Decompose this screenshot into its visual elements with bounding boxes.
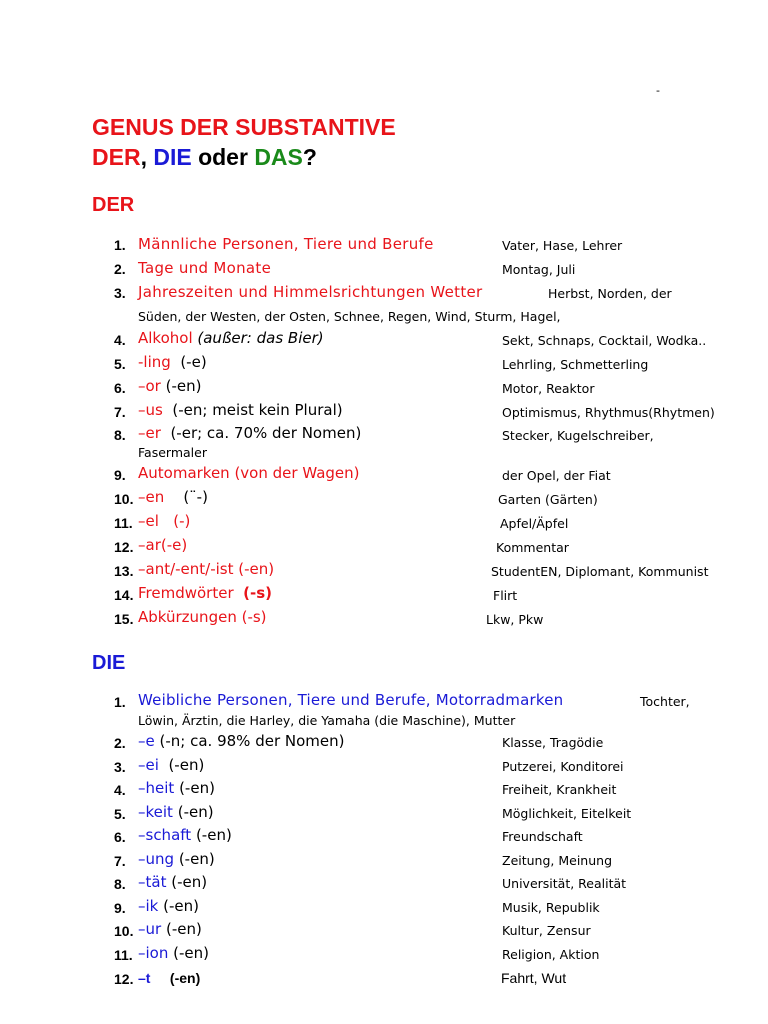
list-number: 2.	[114, 261, 126, 277]
list-number: 15.	[114, 611, 134, 627]
example-text: Montag, Juli	[502, 262, 576, 277]
list-number: 7.	[114, 853, 126, 869]
rule-suffix: –er	[138, 424, 161, 442]
list-number: 11.	[114, 515, 133, 531]
rule-line	[138, 826, 232, 844]
rule-line	[138, 584, 272, 602]
rule-plural: (-en)	[163, 897, 199, 915]
rule-suffix: -ling	[138, 353, 171, 371]
example-text: Religion, Aktion	[502, 947, 600, 962]
title-question	[92, 144, 317, 171]
list-number: 10.	[114, 491, 134, 507]
rule-suffix: –ei	[138, 756, 159, 774]
list-number: 9.	[114, 467, 126, 483]
rule-suffix: –heit	[138, 779, 175, 797]
example-text: Stecker, Kugelschreiber,	[502, 428, 654, 443]
rule-plural: (-en)	[168, 756, 205, 774]
example-text: Kultur, Zensur	[502, 923, 591, 938]
rule-text: Automarken (von der Wagen)	[138, 464, 360, 482]
list-number: 3.	[114, 285, 126, 301]
rule-line	[138, 873, 207, 891]
rule-text: Alkohol	[138, 329, 193, 347]
example-text: Klasse, Tragödie	[502, 735, 604, 750]
rule-suffix: –or	[138, 377, 161, 395]
list-number: 3.	[114, 759, 126, 775]
list-number: 8.	[114, 876, 126, 892]
rule-line	[138, 779, 215, 797]
title-der: DER	[92, 144, 141, 170]
list-number: 12.	[114, 971, 134, 987]
example-text: Lkw, Pkw	[486, 612, 544, 627]
rule-plural: (-en)	[173, 944, 209, 962]
rule-suffix: –e	[138, 732, 155, 750]
rule-plural: (-en)	[165, 920, 202, 938]
list-number: 6.	[114, 380, 126, 396]
title-comma: ,	[140, 144, 147, 170]
list-number: 10.	[114, 923, 134, 939]
example-text: StudentEN, Diplomant, Kommunist	[491, 564, 709, 579]
list-number: 14.	[114, 587, 134, 603]
list-number: 1.	[114, 237, 126, 253]
example-text: Sekt, Schnaps, Cocktail, Wodka..	[502, 333, 707, 348]
title-qmark: ?	[302, 144, 317, 170]
rule-text: Tage und Monate	[138, 259, 272, 277]
section-heading-die: DIE	[92, 652, 126, 674]
list-number: 4.	[114, 782, 126, 798]
rule-plural: (-e)	[180, 353, 207, 371]
rule-text: Abkürzungen (-s)	[138, 608, 267, 626]
rule-plural: (-)	[173, 512, 191, 530]
rule-line	[138, 756, 204, 774]
rule-line	[138, 329, 324, 347]
example-continuation: Süden, der Westen, der Osten, Schnee, Regen, Wind, Sturm, Hagel,	[138, 309, 561, 324]
example-text: Musik, Republik	[502, 900, 600, 915]
rule-suffix: –ur	[138, 920, 162, 938]
title-oder: oder	[198, 144, 248, 170]
example-text: Möglichkeit, Eitelkeit	[502, 806, 632, 821]
example-text: Lehrling, Schmetterling	[502, 357, 649, 372]
example-text: Fahrt, Wut	[501, 970, 567, 986]
list-number: 12.	[114, 539, 134, 555]
rule-line	[138, 377, 202, 395]
example-continuation: Löwin, Ärztin, die Harley, die Yamaha (die Maschine), Mutter	[138, 713, 516, 728]
rule-suffix: –tät	[138, 873, 167, 891]
list-number: 13.	[114, 563, 134, 579]
rule-plural: (-en)	[177, 803, 214, 821]
rule-plural: (¨-)	[183, 488, 208, 506]
rule-suffix: –schaft	[138, 826, 192, 844]
example-text: Zeitung, Meinung	[502, 853, 613, 868]
rule-plural: (-en)	[169, 970, 201, 986]
example-text: Optimismus, Rhythmus(Rhytmen)	[502, 405, 715, 420]
rule-text: Fremdwörter	[138, 584, 234, 602]
rule-plural: (-en)	[165, 377, 202, 395]
page-title: GENUS DER SUBSTANTIVE	[92, 114, 396, 140]
rule-line	[138, 732, 344, 750]
rule-line	[138, 970, 200, 986]
section-heading-der: DER	[92, 194, 135, 216]
example-text: Universität, Realität	[502, 876, 627, 891]
rule-suffix: –el	[138, 512, 159, 530]
rule-plural: (-er; ca. 70% der Nomen)	[170, 424, 362, 442]
example-text: Motor, Reaktor	[502, 381, 595, 396]
rule-plural: (-en)	[195, 826, 232, 844]
list-number: 7.	[114, 404, 126, 420]
example-text: Herbst, Norden, der	[548, 286, 672, 301]
rule-line	[138, 897, 199, 915]
list-number: 5.	[114, 806, 126, 822]
rule-text: Weibliche Personen, Tiere und Berufe, Motorradmarken	[138, 691, 564, 709]
rule-suffix: –ung	[138, 850, 175, 868]
rule-text: –ant/-ent/-ist (-en)	[138, 560, 275, 578]
rule-plural: (-en; meist kein Plural)	[172, 401, 343, 419]
example-text: Tochter,	[640, 694, 690, 709]
rule-text: Jahreszeiten und Himmelsrichtungen Wetter	[138, 283, 483, 301]
rule-suffix: –us	[138, 401, 163, 419]
list-number: 2.	[114, 735, 126, 751]
list-number: 6.	[114, 829, 126, 845]
example-text: Freiheit, Krankheit	[502, 782, 617, 797]
rule-line	[138, 353, 207, 371]
title-die: DIE	[153, 144, 192, 170]
example-continuation: Fasermaler	[138, 445, 207, 460]
example-text: Flirt	[493, 588, 518, 603]
rule-plural: (-s)	[243, 584, 273, 602]
rule-suffix: –ik	[138, 897, 159, 915]
example-text: Kommentar	[496, 540, 569, 555]
rule-plural: (-n; ca. 98% der Nomen)	[159, 732, 345, 750]
rule-line	[138, 803, 214, 821]
rule-text: –ar(-e)	[138, 536, 188, 554]
example-text: der Opel, der Fiat	[502, 468, 611, 483]
rule-plural: (-en)	[179, 779, 215, 797]
rule-note: (außer: das Bier)	[197, 329, 324, 347]
list-number: 1.	[114, 694, 126, 710]
title-das: DAS	[254, 144, 303, 170]
example-text: Freundschaft	[502, 829, 583, 844]
rule-suffix: –keit	[138, 803, 173, 821]
list-number: 8.	[114, 427, 126, 443]
rule-suffix: –en	[138, 488, 165, 506]
example-text: Vater, Hase, Lehrer	[502, 238, 623, 253]
list-number: 4.	[114, 332, 126, 348]
example-text: Garten (Gärten)	[498, 492, 598, 507]
rule-line	[138, 401, 343, 419]
example-text: Putzerei, Konditorei	[502, 759, 624, 774]
list-number: 9.	[114, 900, 126, 916]
rule-text: Männliche Personen, Tiere und Berufe	[138, 235, 434, 253]
list-number: 11.	[114, 947, 133, 963]
rule-line	[138, 920, 202, 938]
list-number: 5.	[114, 356, 126, 372]
rule-plural: (-en)	[178, 850, 215, 868]
rule-line	[138, 512, 190, 530]
rule-line	[138, 944, 209, 962]
rule-line	[138, 424, 361, 442]
rule-suffix: –ion	[138, 944, 169, 962]
example-text: Apfel/Äpfel	[500, 516, 569, 531]
rule-plural: (-en)	[171, 873, 208, 891]
rule-line	[138, 488, 208, 506]
rule-suffix: –t	[138, 970, 151, 986]
rule-line	[138, 850, 215, 868]
page-mark: -	[656, 84, 660, 97]
